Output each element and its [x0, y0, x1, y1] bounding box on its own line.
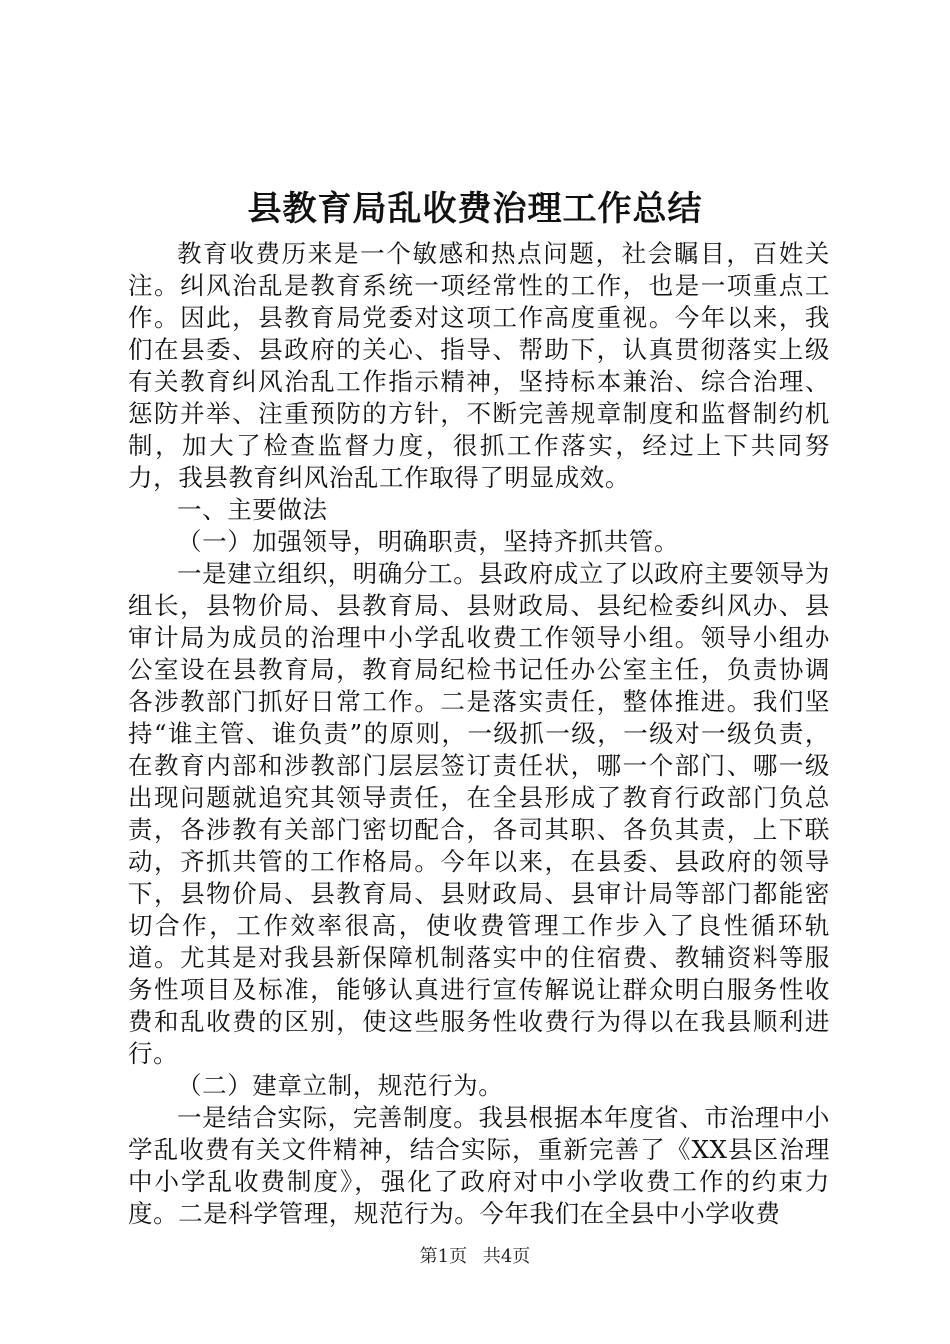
paragraph-intro: 教育收费历来是一个敏感和热点问题，社会瞩目，百姓关注。纠风治乱是教育系统一项经常性的工作，也是一项重点工作。因此，县教育局党委对这项工作高度重视。今年以来，我们在县委、县政府的关心、指导、帮助下，认真贯彻落实上级有关教育纠风治乱工作指示精神，坚持标本兼治、综合治理、惩防并举、注重预防的方针，不断完善规章制度和监督制约机制，加大了检查监督力度，很抓工作落实，经过上下共同努力，我县教育纠风治乱工作取得了明显成效。: [128, 239, 830, 492]
subsection-heading-leadership: （一）加强领导，明确职责，坚持齐抓共管。: [177, 527, 679, 556]
paragraph-system: 一是结合实际，完善制度。我县根据本年度省、市治理中小学乱收费有关文件精神，结合实际，重新完善了《XX县区治理中小学乱收费制度》，强化了政府对中小学收费工作的约束力度。二是科学管理，规范行为。今年我们在全县中小学收费: [128, 1103, 830, 1228]
section-heading-main-practices: 一、主要做法: [177, 495, 328, 524]
document-body: [128, 238, 830, 1230]
document-title: 县教育局乱收费治理工作总结: [247, 189, 703, 229]
subsection-heading-regulations: （二）建章立制，规范行为。: [177, 1071, 504, 1100]
page-number-current: 第1页: [419, 1246, 468, 1267]
page-number-total: 共4页: [482, 1246, 531, 1267]
paragraph-organization: 一是建立组织，明确分工。县政府成立了以政府主要领导为组长，县物价局、县教育局、县财政局、县纪检委纠风办、县审计局为成员的治理中小学乱收费工作领导小组。领导小组办公室设在县教育局，教育局纪检书记任办公室主任，负责协调各涉教部门抓好日常工作。二是落实责任，整体推进。我们坚持“谁主管、谁负责”的原则，一级抓一级，一级对一级负责，在教育内部和涉教部门层层签订责任状，哪一个部门、哪一级出现问题就追究其领导责任，在全县形成了教育行政部门负总责，各涉教有关部门密切配合，各司其职、各负其责，上下联动，齐抓共管的工作格局。今年以来，在县委、县政府的领导下，县物价局、县教育局、县财政局、县审计局等部门都能密切合作，工作效率很高，使收费管理工作步入了良性循环轨道。尤其是对我县新保障机制落实中的住宿费、教辅资料等服务性项目及标准，能够认真进行宣传解说让群众明白服务性收费和乱收费的区别，使这些服务性收费行为得以在我县顺利进行。: [128, 559, 830, 1068]
page-footer: [0, 1245, 950, 1269]
